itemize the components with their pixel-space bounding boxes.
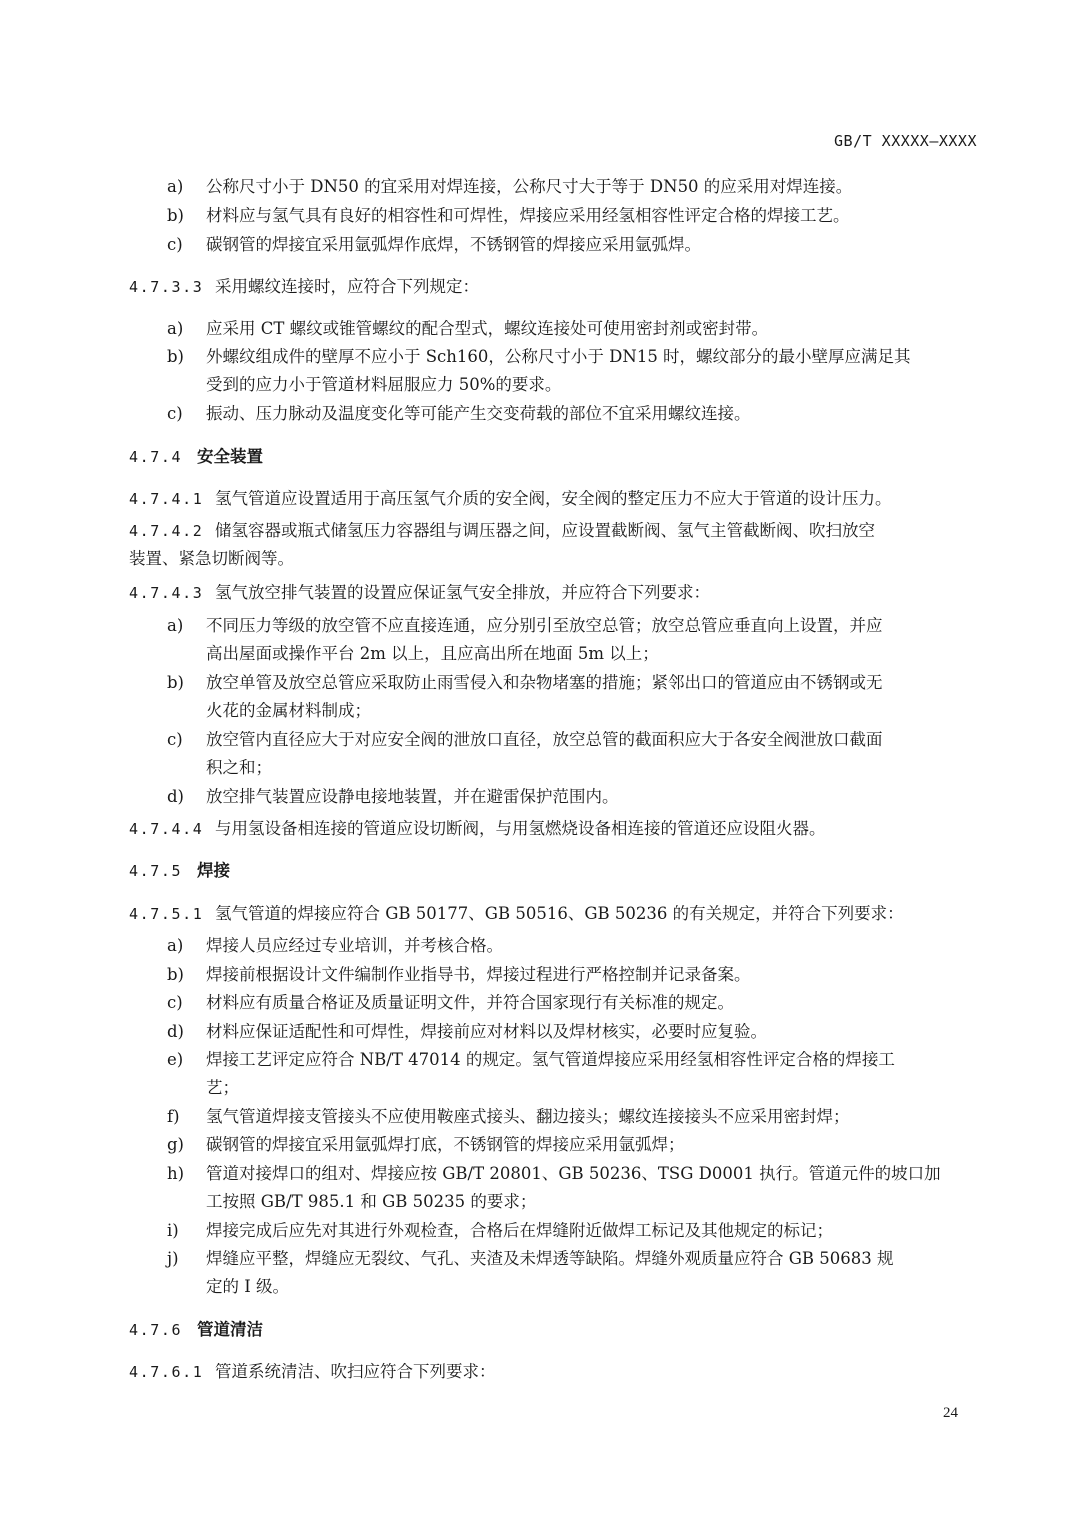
clause-number: 4.7.4.4 <box>129 820 204 838</box>
list-text-line: 艺； <box>206 1078 239 1097</box>
clause-text-line: 储氢容器或瓶式储氢压力容器组与调压器之间，应设置截断阀、氢气主管截断阀、吹扫放空 <box>215 521 875 540</box>
list-text: 放空排气装置应设静电接地装置，并在避雷保护范围内。 <box>206 787 619 806</box>
section-number: 4.7.5 <box>129 862 183 880</box>
list-text-line: 不同压力等级的放空管不应直接连通，应分别引至放空总管；放空总管应垂直向上设置，并应 <box>206 616 883 635</box>
clause-number: 4.7.4.3 <box>129 584 204 602</box>
list-text: 材料应保证适配性和可焊性，焊接前应对材料以及焊材核实，必要时应复验。 <box>206 1022 767 1041</box>
clause-text: 管道系统清洁、吹扫应符合下列要求： <box>215 1362 496 1381</box>
list-text: 氢气管道焊接支管接头不应使用鞍座式接头、翻边接头；螺纹连接接头不应采用密封焊； <box>206 1107 850 1126</box>
list-text-line: 火花的金属材料制成； <box>206 701 371 720</box>
clause-text: 采用螺纹连接时，应符合下列规定： <box>215 277 479 296</box>
standard-code-header: GB/T XXXXX—XXXX <box>834 132 977 150</box>
clause-number: 4.7.6.1 <box>129 1363 204 1381</box>
list-text: 公称尺寸小于 DN50 的宜采用对焊连接，公称尺寸大于等于 DN50 的应采用对焊连接。 <box>206 177 853 196</box>
section-number: 4.7.4 <box>129 448 183 466</box>
list-label: b) <box>167 673 184 692</box>
list-text-line: 积之和； <box>206 758 272 777</box>
list-text: 焊接人员应经过专业培训，并考核合格。 <box>206 936 503 955</box>
list-label: f) <box>167 1107 180 1126</box>
list-text-line: 放空单管及放空总管应采取防止雨雪侵入和杂物堵塞的措施；紧邻出口的管道应由不锈钢或无 <box>206 673 883 692</box>
list-label: a) <box>167 616 184 635</box>
clause-text: 氢气管道的焊接应符合 GB 50177、GB 50516、GB 50236 的有关规定，并符合下列要求： <box>215 904 904 923</box>
list-label: b) <box>167 965 184 984</box>
clause-number: 4.7.5.1 <box>129 905 204 923</box>
list-label: d) <box>167 1022 184 1041</box>
list-label: b) <box>167 347 184 366</box>
page-number: 24 <box>943 1405 958 1421</box>
list-text-line: 工按照 GB/T 985.1 和 GB 50235 的要求； <box>206 1192 537 1211</box>
list-text: 焊接前根据设计文件编制作业指导书，焊接过程进行严格控制并记录备案。 <box>206 965 751 984</box>
list-label: a) <box>167 319 184 338</box>
list-label: a) <box>167 177 184 196</box>
list-label: g) <box>167 1135 184 1154</box>
section-title: 焊接 <box>197 861 230 880</box>
section-number: 4.7.6 <box>129 1321 183 1339</box>
list-text-line: 高出屋面或操作平台 2m 以上，且应高出所在地面 5m 以上； <box>206 644 659 663</box>
list-text-line: 焊缝应平整，焊缝应无裂纹、气孔、夹渣及未焊透等缺陷。焊缝外观质量应符合 GB 50683 规 <box>206 1249 894 1268</box>
clause-number: 4.7.4.1 <box>129 490 204 508</box>
list-label: c) <box>167 404 183 423</box>
list-label: c) <box>167 993 183 1012</box>
clause-text: 氢气放空排气装置的设置应保证氢气安全排放，并应符合下列要求： <box>215 583 710 602</box>
list-label: e) <box>167 1050 184 1069</box>
list-text: 碳钢管的焊接宜采用氩弧焊作底焊，不锈钢管的焊接应采用氩弧焊。 <box>206 235 701 254</box>
list-text-line: 受到的应力小于管道材料屈服应力 50%的要求。 <box>206 375 562 394</box>
list-text: 材料应有质量合格证及质量证明文件，并符合国家现行有关标准的规定。 <box>206 993 734 1012</box>
list-text-line: 定的 I 级。 <box>206 1277 290 1296</box>
clause-text-line: 装置、紧急切断阀等。 <box>129 549 294 568</box>
clause-text: 与用氢设备相连接的管道应设切断阀，与用氢燃烧设备相连接的管道还应设阻火器。 <box>215 819 826 838</box>
list-label: c) <box>167 235 183 254</box>
list-text-line: 外螺纹组成件的壁厚不应小于 Sch160，公称尺寸小于 DN15 时，螺纹部分的最小壁厚应满足其 <box>206 347 911 366</box>
clause-number: 4.7.3.3 <box>129 278 204 296</box>
section-title: 管道清洁 <box>197 1320 263 1339</box>
section-title: 安全装置 <box>197 447 263 466</box>
list-label: b) <box>167 206 184 225</box>
list-text-line: 放空管内直径应大于对应安全阀的泄放口直径，放空总管的截面积应大于各安全阀泄放口截面 <box>206 730 883 749</box>
list-text: 碳钢管的焊接宜采用氩弧焊打底，不锈钢管的焊接应采用氩弧焊； <box>206 1135 685 1154</box>
list-label: h) <box>167 1164 185 1183</box>
list-text: 材料应与氢气具有良好的相容性和可焊性，焊接应采用经氢相容性评定合格的焊接工艺。 <box>206 206 850 225</box>
list-label: c) <box>167 730 183 749</box>
list-label: j) <box>167 1249 179 1268</box>
list-label: a) <box>167 936 184 955</box>
list-text: 焊接完成后应先对其进行外观检查，合格后在焊缝附近做焊工标记及其他规定的标记； <box>206 1221 833 1240</box>
clause-text: 氢气管道应设置适用于高压氢气介质的安全阀，安全阀的整定压力不应大于管道的设计压力。 <box>215 489 892 508</box>
clause-number: 4.7.4.2 <box>129 522 204 540</box>
list-text-line: 焊接工艺评定应符合 NB/T 47014 的规定。氢气管道焊接应采用经氢相容性评定合格的焊接工 <box>206 1050 895 1069</box>
list-text: 应采用 CT 螺纹或锥管螺纹的配合型式，螺纹连接处可使用密封剂或密封带。 <box>206 319 769 338</box>
list-text: 振动、压力脉动及温度变化等可能产生交变荷载的部位不宜采用螺纹连接。 <box>206 404 751 423</box>
list-text-line: 管道对接焊口的组对、焊接应按 GB/T 20801、GB 50236、TSG D0001 执行。管道元件的坡口加 <box>206 1164 941 1183</box>
list-label: d) <box>167 787 184 806</box>
list-label: i) <box>167 1221 179 1240</box>
